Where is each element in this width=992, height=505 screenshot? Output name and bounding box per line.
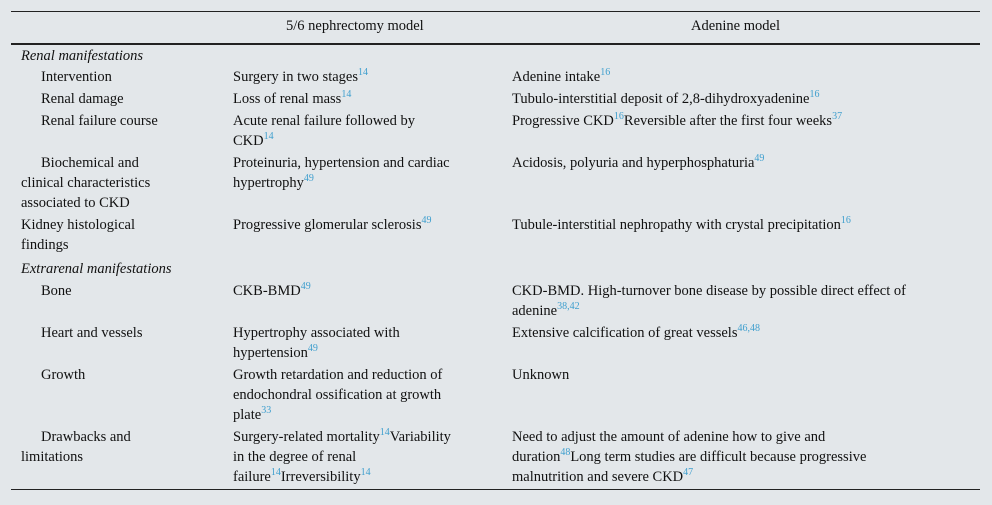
citation-ref: 16	[600, 67, 611, 78]
cell-adenine: Extensive calcification of great vessels$^{46,48}$	[512, 323, 760, 341]
citation-ref: 14	[360, 467, 371, 478]
citation-ref: 16	[809, 89, 820, 100]
row-label: Renal damage	[41, 91, 124, 107]
row-label: Renal failure course	[41, 113, 158, 129]
table-row-biochemical	[11, 153, 980, 215]
citation-ref: 49	[300, 281, 311, 292]
cell-nephrectomy: Progressive glomerular sclerosis$^{49}$	[233, 215, 432, 233]
citation-ref: 48	[560, 447, 571, 458]
cell-nephrectomy: Loss of renal mass$^{14}$	[233, 89, 352, 107]
cell-nephrectomy: Acute renal failure followed by CKD$^{14}$	[233, 113, 415, 149]
citation-ref: 14	[358, 67, 368, 78]
table-row-renal-damage	[11, 89, 980, 111]
cell-adenine: Acidosis, polyuria and hyperphosphaturia$^{49}$	[512, 153, 765, 171]
table-header	[11, 12, 980, 43]
cell-adenine: Need to adjust the amount of adenine how to give and duration$^{48}$Long term studies are difficult because progressive malnutrition and severe CKD$^{47}$	[512, 429, 867, 485]
citation-ref: 14	[341, 89, 352, 100]
citation-ref: 47	[683, 467, 694, 478]
citation-ref: 16	[840, 215, 851, 226]
citation-ref: 14	[263, 131, 274, 142]
table-bottom-rule	[11, 489, 980, 490]
cell-adenine: Unknown	[512, 367, 570, 383]
section-title: Extrarenal manifestations	[21, 261, 172, 277]
row-label: Kidney histological findings	[21, 217, 135, 253]
cell-adenine: CKD-BMD. High-turnover bone disease by possible direct effect of adenine$^{38,42}$	[512, 283, 906, 319]
cell-nephrectomy: CKB-BMD$^{49}$	[233, 281, 311, 299]
header-adenine: Adenine model	[691, 18, 780, 34]
citation-ref: 14	[379, 427, 390, 438]
citation-ref: 49	[307, 343, 318, 354]
citation-ref: 49	[303, 173, 314, 184]
table-row-heart	[11, 323, 980, 365]
cell-nephrectomy: Proteinuria, hypertension and cardiac hypertrophy$^{49}$	[233, 155, 450, 191]
section-row-extrarenal	[11, 259, 980, 281]
cell-nephrectomy: Surgery-related mortality$^{14}$Variability in the degree of renal failure$^{14}$Irreversibility$^{14}$	[233, 427, 451, 485]
table-row-failure-course	[11, 111, 980, 153]
cell-adenine: Progressive CKD$^{16}$Reversible after the first four weeks$^{37}$	[512, 111, 843, 129]
table-row-drawbacks	[11, 427, 980, 489]
citation-ref: 38,42	[557, 301, 580, 312]
header-5-6-nephrectomy: 5/6 nephrectomy model	[286, 18, 424, 34]
citation-ref: 46,48	[737, 323, 760, 334]
row-label: Intervention	[41, 69, 112, 85]
citation-ref: 49	[754, 153, 765, 164]
table-row-bone	[11, 281, 980, 323]
citation-ref: 16	[613, 111, 624, 122]
row-label: Bone	[41, 283, 72, 299]
cell-adenine: Adenine intake$^{16}$	[512, 67, 611, 85]
row-label: Drawbacks and limitations	[21, 429, 131, 465]
table-row-intervention	[11, 67, 980, 89]
citation-ref: 37	[832, 111, 843, 122]
section-row-renal	[11, 45, 980, 67]
section-title: Renal manifestations	[21, 48, 144, 64]
comparison-table	[11, 11, 980, 490]
citation-ref: 33	[261, 405, 272, 416]
citation-ref: 49	[421, 215, 432, 226]
cell-adenine: Tubulo-interstitial deposit of 2,8-dihydroxyadenine$^{16}$	[512, 89, 820, 107]
cell-nephrectomy: Hypertrophy associated with hypertension$^{49}$	[233, 325, 400, 361]
cell-nephrectomy: Surgery in two stages$^{14}$	[233, 67, 368, 85]
row-label: Biochemical and clinical characteristics associated to CKD	[21, 155, 151, 211]
table-row-histology	[11, 215, 980, 259]
cell-adenine: Tubule-interstitial nephropathy with crystal precipitation$^{16}$	[512, 215, 851, 233]
row-label: Heart and vessels	[41, 325, 143, 341]
cell-nephrectomy: Growth retardation and reduction of endochondral ossification at growth plate$^{33}$	[233, 367, 443, 423]
citation-ref: 14	[270, 467, 281, 478]
table-row-growth	[11, 365, 980, 427]
row-label: Growth	[41, 367, 86, 383]
